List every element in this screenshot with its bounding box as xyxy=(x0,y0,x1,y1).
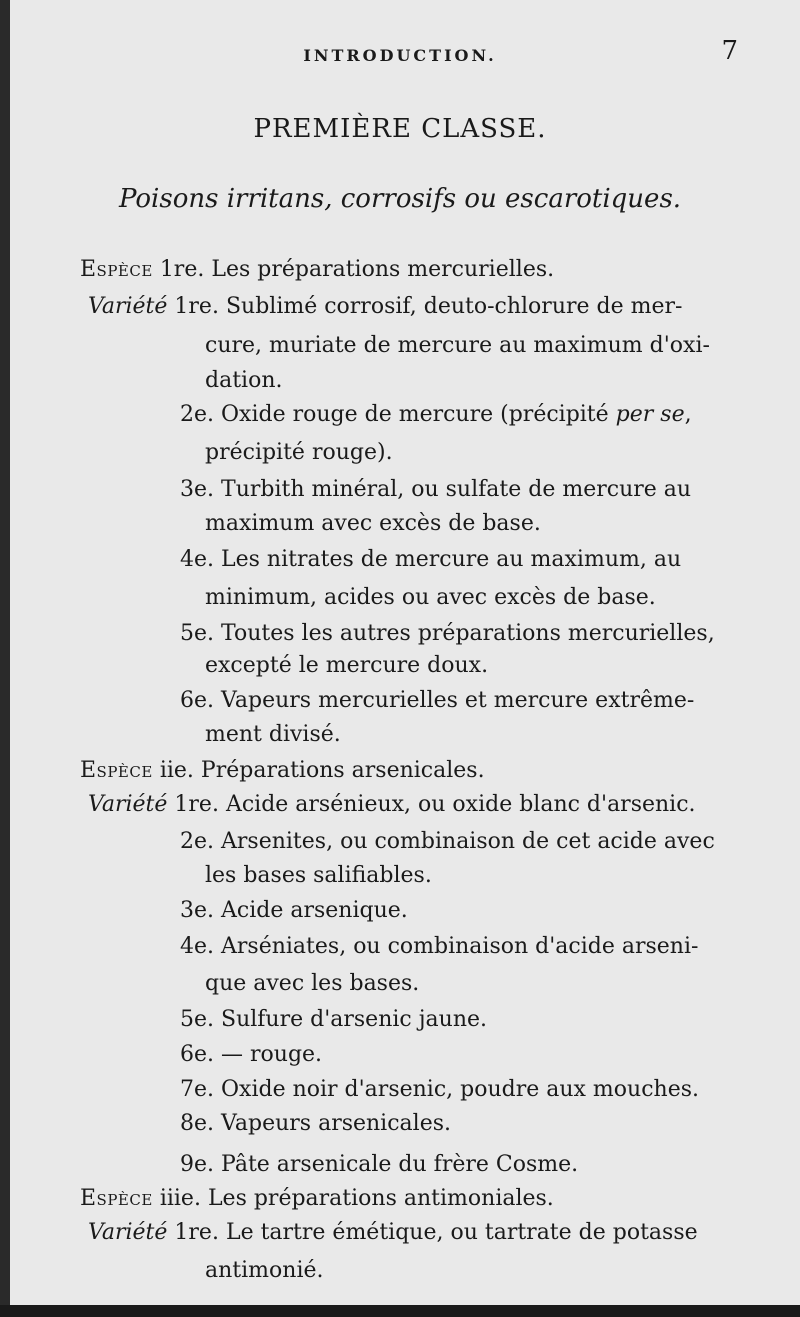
entry-line xyxy=(88,792,760,818)
entry-line xyxy=(88,1220,760,1246)
entry-line xyxy=(205,863,760,889)
entry-number: 8e. xyxy=(180,1111,215,1136)
entry-number: 5e. xyxy=(180,621,215,646)
entry-number: iiie. xyxy=(159,1186,201,1211)
espece-label: Espèce xyxy=(80,758,153,783)
entry-text: Vapeurs arsenicales. xyxy=(221,1111,451,1136)
entry-text: Arséniates, ou combinaison d'acide arseni- xyxy=(221,934,699,959)
variete-label: Variété xyxy=(88,792,168,817)
entry-text: Les nitrates de mercure au maximum, au xyxy=(221,547,682,572)
entry-line xyxy=(205,368,760,394)
entry-text: Arsenites, ou combinaison de cet acide avec xyxy=(221,829,715,854)
entry-number: 1re. xyxy=(174,294,219,319)
entry-line xyxy=(205,971,760,997)
entry-line xyxy=(180,621,760,647)
entry-line xyxy=(180,477,760,503)
entry-number: 3e. xyxy=(180,898,215,923)
entry-text: Turbith minéral, ou sulfate de mercure au xyxy=(221,477,692,502)
entry-line xyxy=(80,1186,760,1212)
entry-text: Sulfure d'arsenic jaune. xyxy=(221,1007,488,1032)
entry-text: Préparations arsenicales. xyxy=(200,758,485,783)
entry-line xyxy=(205,333,760,359)
running-head: INTRODUCTION. xyxy=(303,46,497,65)
entry-number: 3e. xyxy=(180,477,215,502)
entry-text: cure, muriate de mercure au maximum d'oxi- xyxy=(205,333,710,358)
entry-text: excepté le mercure doux. xyxy=(205,653,489,678)
entry-number: 1re. xyxy=(174,792,219,817)
entry-text: Toutes les autres préparations mercurielles, xyxy=(221,621,715,646)
entry-line xyxy=(205,511,760,537)
entry-number: 4e. xyxy=(180,934,215,959)
class-subtitle: Poisons irritans, corrosifs ou escarotiques. xyxy=(118,184,682,214)
entry-text: — rouge. xyxy=(221,1042,323,1067)
entry-line xyxy=(205,585,760,611)
entry-text: Oxide noir d'arsenic, poudre aux mouches. xyxy=(221,1077,699,1102)
entry-text: précipité rouge). xyxy=(205,440,393,465)
entry-line xyxy=(180,898,760,924)
entry-text: Sublimé corrosif, deuto-chlorure de mer- xyxy=(225,294,683,319)
entry-line xyxy=(180,688,760,714)
page-number: 7 xyxy=(721,36,738,66)
entry-text: Acide arsénieux, ou oxide blanc d'arsenic. xyxy=(225,792,696,817)
entry-number: 5e. xyxy=(180,1007,215,1032)
entry-text: Pâte arsenicale du frère Cosme. xyxy=(221,1152,579,1177)
entry-line xyxy=(205,653,760,679)
entry-number: 6e. xyxy=(180,688,215,713)
entry-text: Le tartre émétique, ou tartrate de potasse xyxy=(225,1220,698,1245)
entry-number: 6e. xyxy=(180,1042,215,1067)
variete-label: Variété xyxy=(88,1220,168,1245)
entry-text: antimonié. xyxy=(205,1258,324,1283)
entry-number: iie. xyxy=(159,758,194,783)
entry-number: 4e. xyxy=(180,547,215,572)
entry-line xyxy=(88,294,760,320)
entry-line xyxy=(180,547,760,573)
variete-label: Variété xyxy=(88,294,168,319)
espece-label: Espèce xyxy=(80,1186,153,1211)
entry-line xyxy=(80,257,760,283)
entry-text: Acide arsenique. xyxy=(221,898,408,923)
entry-line xyxy=(80,758,760,784)
entry-line xyxy=(180,1007,760,1033)
entry-line xyxy=(205,1258,760,1284)
entry-line xyxy=(205,722,760,748)
entry-text: les bases salifiables. xyxy=(205,863,432,888)
entry-text: Les préparations mercurielles. xyxy=(211,257,555,282)
entry-line xyxy=(180,934,760,960)
entry-number: 2e. xyxy=(180,829,215,854)
entry-text: maximum avec excès de base. xyxy=(205,511,541,536)
entry-text: dation. xyxy=(205,368,283,393)
entry-line xyxy=(180,1111,760,1137)
entry-text: que avec les bases. xyxy=(205,971,420,996)
espece-label: Espèce xyxy=(80,257,153,282)
entry-number: 1re. xyxy=(174,1220,219,1245)
class-title: PREMIÈRE CLASSE. xyxy=(253,114,547,144)
entry-line xyxy=(180,829,760,855)
entry-line xyxy=(205,440,760,466)
entry-number: 7e. xyxy=(180,1077,215,1102)
entry-text: Oxide rouge de mercure (précipité per se, xyxy=(221,402,692,427)
entry-text: Vapeurs mercurielles et mercure extrême- xyxy=(221,688,695,713)
entry-text: ment divisé. xyxy=(205,722,341,747)
entry-line xyxy=(180,1077,760,1103)
entry-line xyxy=(180,1152,760,1178)
entry-line xyxy=(180,1042,760,1068)
entry-line xyxy=(180,402,760,428)
entry-number: 9e. xyxy=(180,1152,215,1177)
entry-number: 1re. xyxy=(159,257,205,282)
entry-text: Les préparations antimoniales. xyxy=(207,1186,554,1211)
entry-number: 2e. xyxy=(180,402,215,427)
entry-text: minimum, acides ou avec excès de base. xyxy=(205,585,656,610)
